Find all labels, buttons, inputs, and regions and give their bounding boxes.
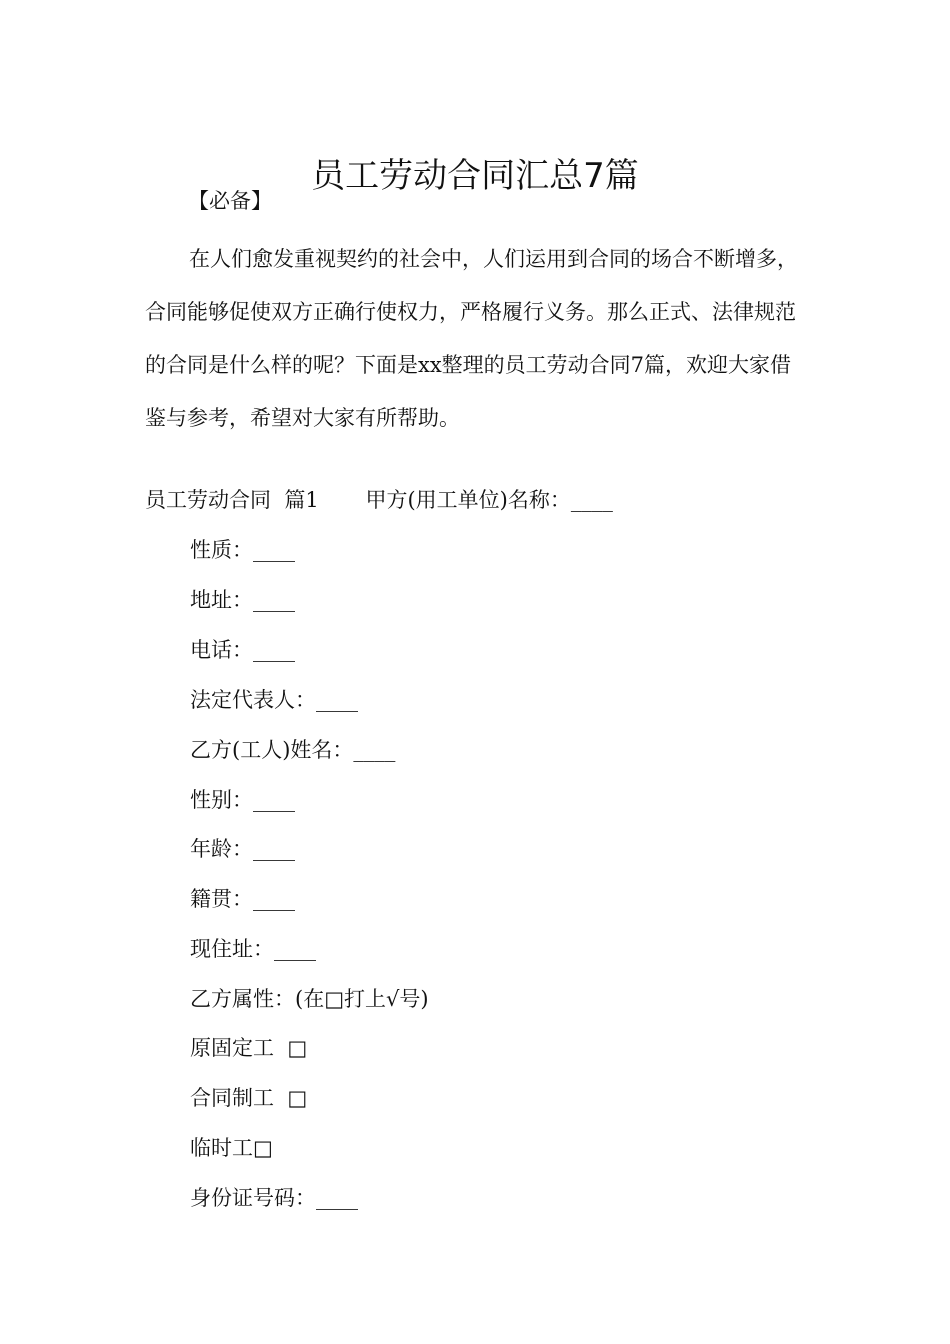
- field-current-address: 现住址：____: [190, 937, 316, 961]
- field-gender: 性别：____: [190, 788, 295, 812]
- intro-paragraph: 在人们愈发重视契约的社会中，人们运用到合同的场合不断增多，合同能够促使双方正确行使权力，严格履行义务。那么正式、法律规范的合同是什么样的呢？下面是xx整理的员工劳动合同7篇，欢迎大家借鉴与参考，希望对大家有所帮助。: [145, 247, 798, 430]
- field-address: 地址：____: [190, 588, 295, 612]
- field-native-place: 籍贯：____: [190, 887, 295, 911]
- field-id-number: 身份证号码：____: [190, 1186, 358, 1210]
- document-tag: 【必备】: [188, 189, 272, 213]
- field-worker-type: 乙方属性：(在□打上√号): [190, 987, 429, 1011]
- field-legal-representative: 法定代表人：____: [190, 688, 358, 712]
- field-age: 年龄：____: [190, 837, 295, 861]
- field-worker-name: 乙方(工人)姓名：____: [190, 738, 396, 762]
- field-phone: 电话：____: [190, 638, 295, 662]
- option-original-permanent: 原固定工 □: [190, 1036, 308, 1060]
- section-heading: 员工劳动合同 篇1 甲方(用工单位)名称：____: [145, 488, 613, 512]
- field-nature: 性质：____: [190, 538, 295, 562]
- option-contract-worker: 合同制工 □: [190, 1086, 308, 1110]
- document-title: 员工劳动合同汇总7篇: [311, 155, 639, 196]
- option-temporary-worker: 临时工□: [190, 1136, 273, 1160]
